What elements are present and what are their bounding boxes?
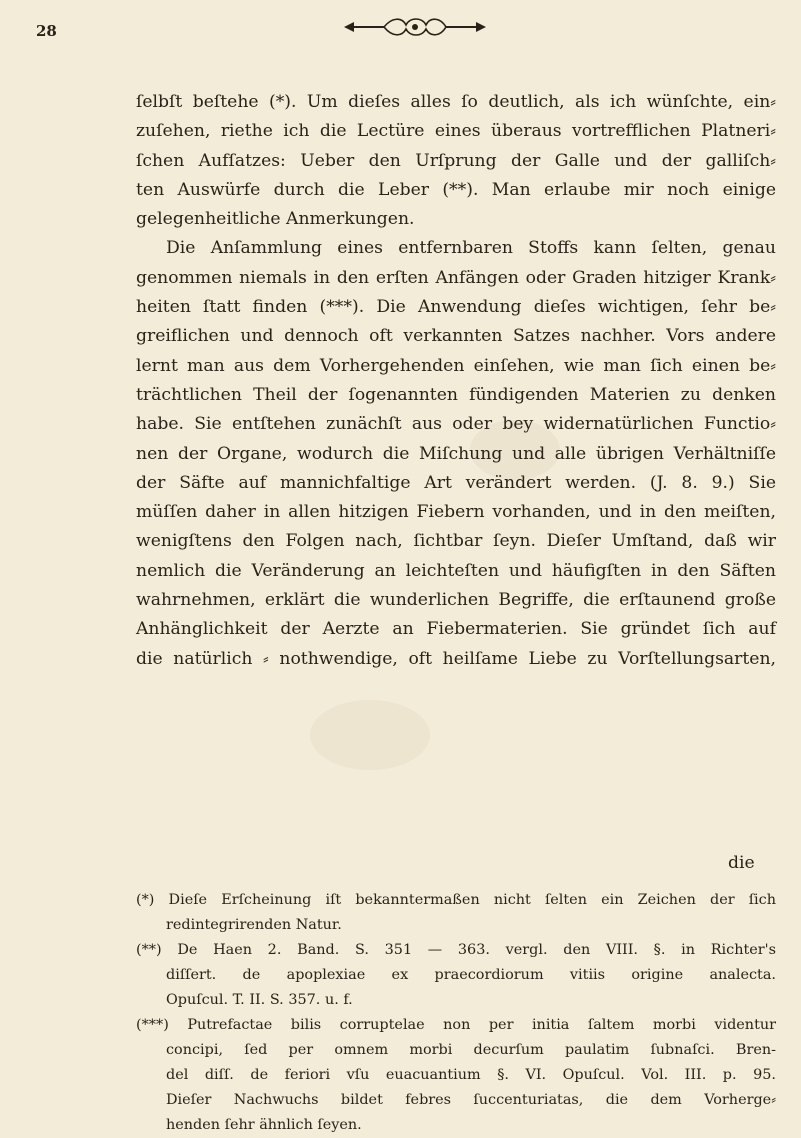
- body-text: [136, 88, 776, 674]
- footnote-line: Dieſer Nachwuchs bildet febres ſuccenturiatas, die dem Vorherge⸗: [166, 1092, 776, 1108]
- body-line: ten Auswürfe durch die Leber (**). Man erlaube mir noch einige: [136, 179, 776, 200]
- footnote-line: diſſert. de apoplexiae ex praecordiorum vitiis origine analecta.: [166, 967, 776, 983]
- body-line: Die Anſammlung eines entfernbaren Stoffs kann ſelten, genau: [166, 238, 776, 259]
- body-line: lernt man aus dem Vorhergehenden einſehen, wie man ſich einen be⸗: [136, 355, 776, 376]
- footnote-line: redintegrirenden Natur.: [166, 917, 342, 933]
- body-line: trächtlichen Theil der ſogenannten fündigenden Materien zu denken: [136, 384, 776, 405]
- body-line: nen der Organe, wodurch die Miſchung und alle übrigen Verhältniſſe: [136, 443, 776, 464]
- body-line: Anhänglichkeit der Aerzte an Fiebermaterien. Sie gründet ſich auf: [136, 619, 776, 640]
- body-line: nemlich die Veränderung an leichteſten und häufigſten in den Säften: [136, 560, 776, 581]
- body-line: wenigſtens den Folgen nach, ſichtbar ſeyn. Dieſer Umſtand, daß wir: [136, 531, 776, 552]
- footnote-line: Opuſcul. T. II. S. 357. u. f.: [166, 992, 353, 1008]
- body-line: der Säfte auf mannichfaltige Art verändert werden. (J. 8. 9.) Sie: [136, 472, 776, 493]
- body-line: zuſehen, riethe ich die Lectüre eines überaus vortrefflichen Platneri⸗: [136, 121, 776, 142]
- catchword: die: [728, 853, 755, 873]
- footnote-line: (**) De Haen 2. Band. S. 351 — 363. vergl. den VIII. §. in Richter's: [136, 942, 776, 958]
- body-line: die natürlich ⸗ nothwendige, oft heilſame Liebe zu Vorſtellungsarten,: [136, 648, 776, 669]
- footnote-line: del diſſ. de feriori vſu euacuantium §. VI. Opuſcul. Vol. III. p. 95.: [166, 1067, 776, 1083]
- footnotes: [136, 888, 776, 1138]
- body-line: wahrnehmen, erklärt die wunderlichen Begriffe, die erſtaunend große: [136, 590, 776, 611]
- footnote-line: (*) Dieſe Erſcheinung iſt bekanntermaßen nicht ſelten ein Zeichen der ſich: [136, 892, 776, 908]
- body-line: ſchen Aufſatzes: Ueber den Urſprung der Galle und der galliſch⸗: [136, 150, 776, 171]
- paper-stain: [310, 700, 430, 770]
- body-line: müſſen daher in allen hitzigen Fiebern vorhanden, und in den meiſten,: [136, 502, 776, 523]
- decorative-headpiece-icon: [340, 14, 490, 40]
- page-number: 28: [36, 22, 57, 40]
- body-line: genommen niemals in den erſten Anfängen oder Graden hitziger Krank⸗: [136, 267, 776, 288]
- body-line: heiten ſtatt finden (***). Die Anwendung dieſes wichtigen, ſehr be⸗: [136, 297, 776, 318]
- footnote-line: (***) Putrefactae bilis corruptelae non per initia ſaltem morbi videntur: [136, 1017, 776, 1033]
- footnote-line: henden ſehr ähnlich ſeyen.: [166, 1117, 362, 1133]
- body-line: habe. Sie entſtehen zunächſt aus oder bey widernatürlichen Functio⸗: [136, 414, 776, 435]
- body-line: ſelbſt beſtehe (*). Um dieſes alles ſo deutlich, als ich wünſchte, ein⸗: [136, 92, 776, 112]
- body-line: gelegenheitliche Anmerkungen.: [136, 209, 415, 230]
- body-line: greiflichen und dennoch oft verkannten Satzes nachher. Vors andere: [136, 326, 776, 347]
- footnote-line: concipi, ſed per omnem morbi decurſum paulatim ſubnaſci. Bren-: [166, 1042, 776, 1058]
